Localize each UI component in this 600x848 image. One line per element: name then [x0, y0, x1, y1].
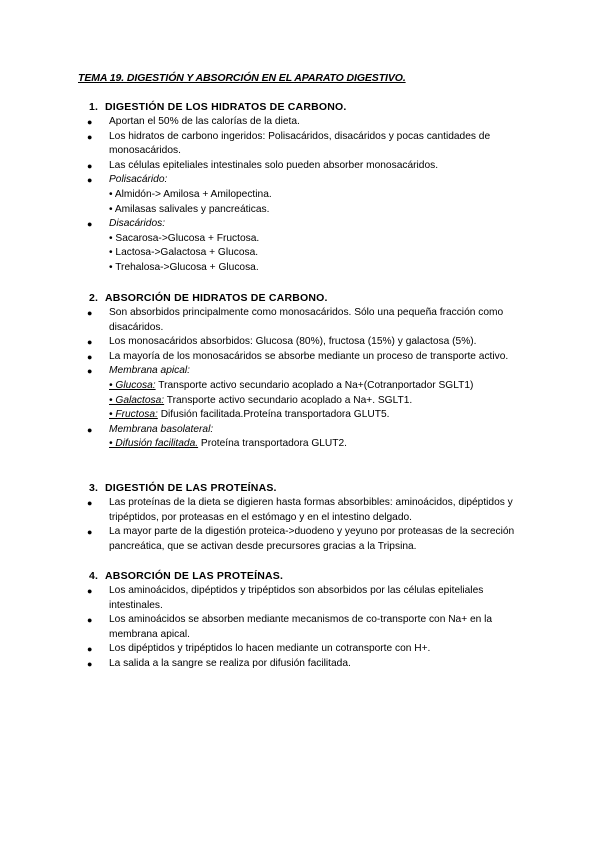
list-item: [78, 364, 538, 379]
bullet-icon: ●: [87, 219, 93, 230]
section-title: ABSORCIÓN DE LAS PROTEÍNAS.: [105, 570, 284, 582]
term: • Fructosa:: [109, 409, 158, 421]
section-heading: [78, 569, 538, 584]
term-text: Difusión facilitada.Proteína transportadora GLUT5.: [157, 409, 390, 421]
list-item: [78, 173, 538, 188]
list-item: [78, 657, 538, 672]
bullet-icon: ●: [87, 424, 93, 435]
bullet-icon: ●: [87, 658, 93, 669]
list-item-text: Los dipéptidos y tripéptidos lo hacen mediante un cotransporte con H+.: [109, 643, 431, 655]
bullet-icon: ●: [87, 615, 93, 626]
list-item-text: Las proteínas de la dieta se digieren hasta formas absorbibles: aminoácidos, dipéptidos y tripéptidos, por proteasas en el estómago y en el intestino delgado.: [109, 497, 513, 523]
bullet-icon: ●: [87, 175, 93, 186]
bullet-icon: ●: [87, 527, 93, 538]
list-item: [78, 496, 538, 525]
section-4: [78, 569, 538, 672]
section-2: [78, 291, 538, 452]
section-title: ABSORCIÓN DE HIDRATOS DE CARBONO.: [105, 292, 328, 304]
list-item: [78, 115, 538, 130]
list-item: [78, 335, 538, 350]
section-heading: [78, 100, 538, 115]
list-item: [78, 423, 538, 438]
list-item: [78, 642, 538, 657]
sub-item: • Trehalosa->Glucosa + Glucosa.: [109, 261, 259, 273]
bullet-icon: ●: [87, 351, 93, 362]
bullet-icon: ●: [87, 131, 93, 142]
list-item: [78, 613, 538, 642]
section-title: DIGESTIÓN DE LOS HIDRATOS DE CARBONO.: [105, 101, 347, 113]
list-item-label: Polisacárido:: [109, 174, 168, 186]
list-item: [78, 350, 538, 365]
list-item-text: Los aminoácidos, dipéptidos y tripéptidos son absorbidos por las células epiteliales intestinales.: [109, 585, 484, 611]
document-title: TEMA 19. DIGESTIÓN Y ABSORCIÓN EN EL APARATO DIGESTIVO.: [78, 72, 406, 84]
section-heading: [78, 481, 538, 496]
term: • Glucosa:: [109, 379, 156, 391]
term-text: Transporte activo secundario acoplado a Na+(Cotranportador SGLT1): [155, 379, 474, 391]
sub-item: • Sacarosa->Glucosa + Fructosa.: [109, 232, 260, 244]
bullet-icon: ●: [87, 586, 93, 596]
bullet-icon: ●: [87, 308, 93, 318]
list-item: [78, 306, 538, 335]
term: • Difusión facilitada.: [109, 438, 199, 450]
bullet-icon: ●: [87, 498, 93, 508]
term: • Galactosa:: [109, 394, 165, 406]
section-3: [78, 481, 538, 554]
sub-item: • Almidón-> Amilosa + Amilopectina.: [109, 188, 272, 200]
bullet-icon: ●: [87, 644, 93, 655]
bullet-icon: ●: [87, 117, 93, 127]
list-item-text: Los hidratos de carbono ingeridos: Polisacáridos, disacáridos y pocas cantidades de monosacáridos.: [109, 130, 491, 157]
list-item-text: Los aminoácidos se absorben mediante mecanismos de co-transporte con Na+ en la membrana apical.: [109, 614, 493, 640]
list-item: [78, 584, 538, 613]
list-item-text: La mayoría de los monosacáridos se absorbe mediante un proceso de transporte activo.: [109, 350, 509, 362]
list-item: [78, 217, 538, 232]
sub-item: • Lactosa->Galactosa + Glucosa.: [109, 247, 259, 259]
section-number: 2.: [89, 292, 99, 304]
list-item-label: Membrana apical:: [109, 365, 190, 377]
list-item: [78, 525, 538, 554]
sub-item: [78, 394, 538, 409]
list-item-text: Los monosacáridos absorbidos: Glucosa (80%), fructosa (15%) y galactosa (5%).: [109, 336, 477, 348]
list-item-label: Membrana basolateral:: [109, 423, 214, 435]
list-item-text: La mayor parte de la digestión proteica->duodeno y yeyuno por proteasas de la secreción pancreática, que se activan desde precursores gracias a la Tripsina.: [109, 526, 515, 552]
sub-item: [78, 437, 538, 452]
term-text: Transporte activo secundario acoplado a Na+. SGLT1.: [164, 394, 413, 406]
section-number: 4.: [89, 570, 99, 582]
list-item-text: Son absorbidos principalmente como monosacáridos. Sólo una pequeña fracción como disacáridos.: [109, 307, 504, 333]
list-item-label: Disacáridos:: [109, 218, 166, 230]
list-item: [78, 130, 538, 159]
list-item-text: La salida a la sangre se realiza por difusión facilitada.: [109, 657, 351, 669]
section-number: 3.: [89, 482, 99, 494]
bullet-icon: ●: [87, 337, 93, 348]
list-item-text: Aportan el 50% de las calorías de la dieta.: [109, 116, 300, 127]
list-item-text: Las células epiteliales intestinales solo pueden absorber monosacáridos.: [109, 159, 439, 171]
sub-item: [78, 408, 538, 423]
term-text: Proteína transportadora GLUT2.: [198, 438, 348, 450]
section-title: DIGESTIÓN DE LAS PROTEÍNAS.: [105, 482, 277, 494]
bullet-icon: ●: [87, 160, 93, 171]
sub-item: [78, 379, 538, 394]
bullet-icon: ●: [87, 366, 93, 377]
list-item: [78, 159, 538, 174]
section-number: 1.: [89, 101, 99, 113]
section-1: [78, 100, 538, 276]
section-heading: [78, 291, 538, 306]
sub-item: • Amilasas salivales y pancreáticas.: [109, 203, 270, 215]
